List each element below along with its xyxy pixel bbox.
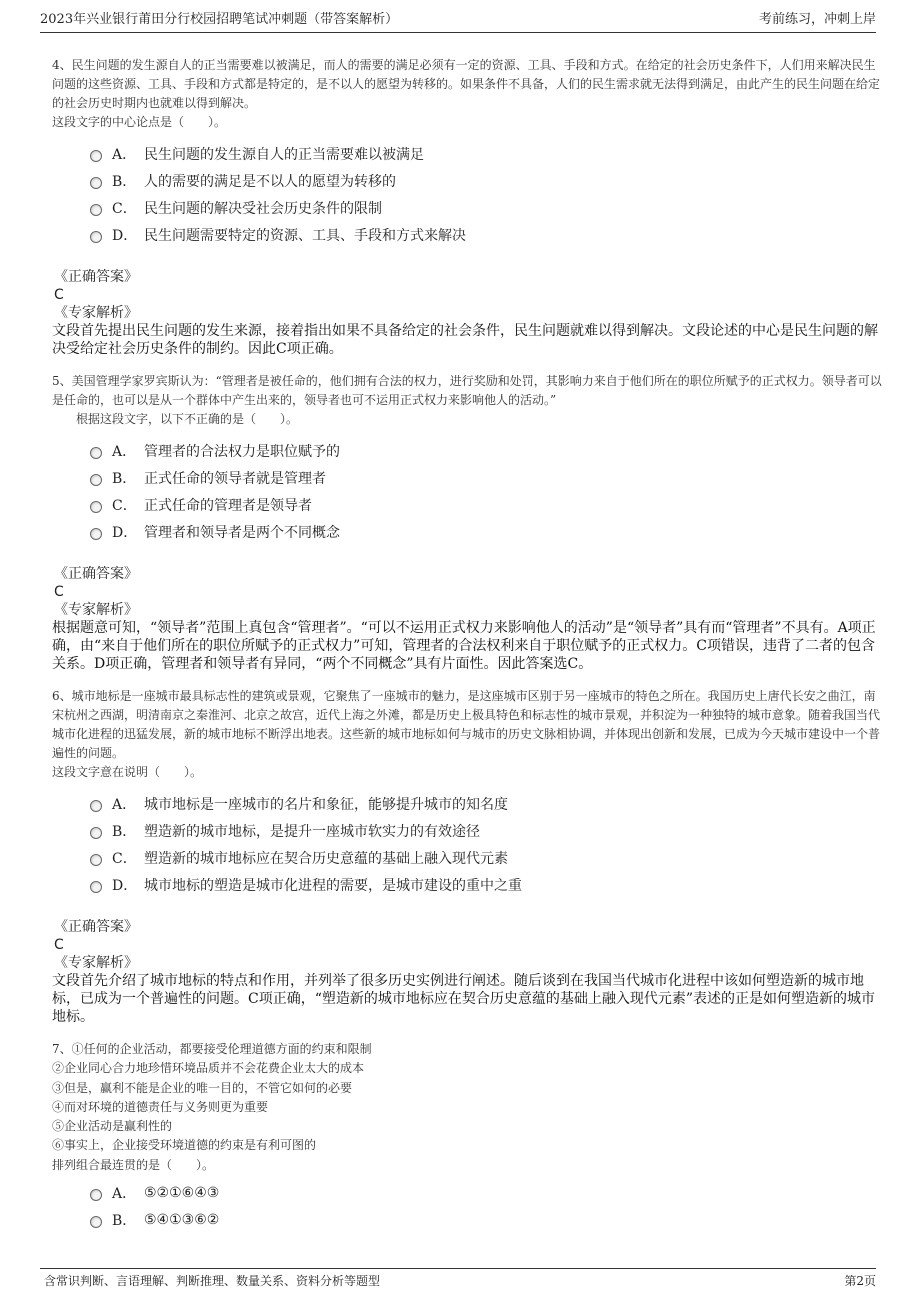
option-text: ⑤②①⑥④③ bbox=[144, 1184, 220, 1201]
option-letter: A． bbox=[112, 796, 137, 813]
option-letter: B． bbox=[112, 173, 137, 190]
radio-button[interactable] bbox=[90, 881, 102, 893]
spacer bbox=[52, 358, 882, 372]
option-text: 管理者和领导者是两个不同概念 bbox=[144, 524, 340, 541]
radio-button[interactable] bbox=[90, 501, 102, 513]
correct-answer: C bbox=[54, 287, 64, 303]
radio-button[interactable] bbox=[90, 474, 102, 486]
radio-button[interactable] bbox=[90, 854, 102, 866]
option-text: 城市地标是一座城市的名片和象征，能够提升城市的知名度 bbox=[144, 796, 508, 813]
page-header bbox=[40, 8, 876, 33]
correct-answer: C bbox=[54, 937, 64, 953]
sentence-line: 7、①任何的企业活动，都要接受伦理道德方面的约束和限制 bbox=[52, 1042, 372, 1056]
radio-button[interactable] bbox=[90, 1189, 102, 1201]
options-list bbox=[90, 437, 882, 545]
analysis-text: 根据题意可知，“领导者”范围上真包含“管理者”。“可以不运用正式权力来影响他人的活动”是“领导者”具有而“管理者”不具有。A项正确，由“来自于他们所在的职位所赋予的正式权力”可知，管理者的合法权利来自于职位赋予的正式权力。C项错误，违背了二者的包含关系。D项正确，管理者和领导者有异同，“两个不同概念”具有片面性。因此答案选C。 bbox=[52, 620, 876, 672]
option-text: 塑造新的城市地标，是提升一座城市软实力的有效途径 bbox=[144, 823, 480, 840]
option-b[interactable] bbox=[90, 1206, 882, 1233]
option-letter: C． bbox=[112, 850, 137, 867]
sentence-line: ②企业同心合力地珍惜环境品质并不会花费企业太大的成本 bbox=[52, 1061, 365, 1076]
radio-button[interactable] bbox=[90, 231, 102, 243]
analysis-text: 文段首先介绍了城市地标的特点和作用，并列举了很多历史实例进行阐述。随后谈到在我国当代城市化进程中该如何塑造新的城市地标，已成为一个普遍性的问题。C项正确，“塑造新的城市地标应在契合历史意蕴的基础上融入现代元素”表述的正是如何塑造新的城市地标。 bbox=[52, 973, 876, 1025]
footer-note: 含常识判断、言语理解、判断推理、数量关系、资料分析等题型 bbox=[44, 1274, 381, 1288]
analysis-text: 文段首先提出民生问题的发生来源，接着指出如果不具备给定的社会条件，民生问题就难以得到解决。文段论述的中心是民生问题的解决受给定社会历史条件的制约。因此C项正确。 bbox=[52, 323, 878, 357]
option-b[interactable] bbox=[90, 167, 882, 194]
correct-answer: C bbox=[54, 584, 64, 600]
radio-button[interactable] bbox=[90, 800, 102, 812]
option-d[interactable] bbox=[90, 871, 882, 898]
option-text: 民生问题的解决受社会历史条件的限制 bbox=[144, 200, 382, 217]
radio-button[interactable] bbox=[90, 1216, 102, 1228]
radio-button[interactable] bbox=[90, 177, 102, 189]
option-b[interactable] bbox=[90, 464, 882, 491]
page-footer bbox=[40, 1268, 876, 1295]
option-text: 人的需要的满足是不以人的愿望为转移的 bbox=[144, 173, 396, 190]
options-list bbox=[90, 140, 882, 248]
header-slogan: 考前练习，冲刺上岸 bbox=[758, 12, 876, 27]
sentence-line: ③但是，赢利不能是企业的唯一目的，不管它如何的必要 bbox=[52, 1080, 353, 1095]
radio-button[interactable] bbox=[90, 447, 102, 459]
option-letter: A． bbox=[112, 1185, 137, 1202]
radio-button[interactable] bbox=[90, 204, 102, 216]
radio-button[interactable] bbox=[90, 150, 102, 162]
question-5 bbox=[52, 372, 882, 429]
spacer bbox=[52, 673, 882, 687]
option-letter: B． bbox=[112, 1212, 137, 1229]
page-number: 第2页 bbox=[844, 1274, 876, 1288]
options-list bbox=[90, 790, 882, 898]
radio-button[interactable] bbox=[90, 827, 102, 839]
option-c[interactable] bbox=[90, 491, 882, 518]
option-a[interactable] bbox=[90, 140, 882, 167]
analysis-label: 《专家解析》 bbox=[54, 305, 138, 321]
option-d[interactable] bbox=[90, 221, 882, 248]
document-body bbox=[52, 56, 882, 1233]
correct-answer-label: 《正确答案》 bbox=[54, 566, 138, 582]
spacer bbox=[52, 1026, 882, 1040]
answer-section bbox=[52, 918, 882, 1026]
question-stem: 5、美国管理学家罗宾斯认为：“管理者是被任命的，他们拥有合法的权力，进行奖励和处罚，其影响力来自于他们所在的职位所赋予的正式权力。领导者可以是任命的，也可以是从一个群体中产生出来的，领导者也可不运用正式权力来影响他人的活动。” bbox=[52, 374, 882, 407]
option-letter: C． bbox=[112, 200, 137, 217]
question-stem: 4、民生问题的发生源自人的正当需要难以被满足，而人的需要的满足必须有一定的资源、工具、手段和方式。在给定的社会历史条件下，人们用来解决民生问题的这些资源、工具、手段和方式都是特定的，是不以人的愿望为转移的。如果条件不具备，人们的民生需求就无法得到满足，由此产生的民生问题在给定的社会历史时期内也就难以得到解决。 bbox=[52, 58, 881, 110]
option-letter: D． bbox=[112, 877, 138, 894]
sentence-line: ④而对环境的道德责任与义务则更为重要 bbox=[52, 1099, 269, 1114]
option-a[interactable] bbox=[90, 790, 882, 817]
option-text: 管理者的合法权力是职位赋予的 bbox=[144, 443, 340, 460]
sentence-line: ⑥事实上，企业接受环境道德的约束是有利可图的 bbox=[52, 1138, 317, 1153]
correct-answer-label: 《正确答案》 bbox=[54, 269, 138, 285]
question-prompt: 排列组合最连贯的是（ ）。 bbox=[52, 1157, 215, 1172]
option-letter: B． bbox=[112, 470, 137, 487]
option-letter: D． bbox=[112, 524, 138, 541]
question-prompt: 这段文字意在说明（ ）。 bbox=[52, 765, 203, 779]
option-c[interactable] bbox=[90, 844, 882, 871]
radio-button[interactable] bbox=[90, 528, 102, 540]
option-a[interactable] bbox=[90, 1179, 882, 1206]
answer-section bbox=[52, 565, 882, 673]
sentence-line: ⑤企业活动是赢利性的 bbox=[52, 1119, 173, 1134]
question-6 bbox=[52, 687, 882, 782]
question-prompt: 根据这段文字，以下不正确的是（ ）。 bbox=[76, 412, 299, 426]
option-text: 民生问题的发生源自人的正当需要难以被满足 bbox=[144, 146, 424, 163]
option-letter: A． bbox=[112, 146, 137, 163]
question-7 bbox=[52, 1040, 882, 1175]
question-prompt: 这段文字的中心论点是（ ）。 bbox=[52, 115, 227, 129]
analysis-label: 《专家解析》 bbox=[54, 955, 138, 971]
options-list bbox=[90, 1179, 882, 1233]
option-text: 正式任命的管理者是领导者 bbox=[144, 497, 312, 514]
option-b[interactable] bbox=[90, 817, 882, 844]
option-d[interactable] bbox=[90, 518, 882, 545]
option-letter: D． bbox=[112, 227, 138, 244]
option-text: ⑤④①③⑥② bbox=[144, 1211, 220, 1228]
option-text: 民生问题需要特定的资源、工具、手段和方式来解决 bbox=[144, 227, 466, 244]
analysis-label: 《专家解析》 bbox=[54, 602, 138, 618]
question-stem: 6、城市地标是一座城市最具标志性的建筑或景观，它聚焦了一座城市的魅力，是这座城市区别于另一座城市的特色之所在。我国历史上唐代长安之曲江，南宋杭州之西湖，明清南京之秦淮河、北京之故宫，近代上海之外滩，都是历史上极具特色和标志性的城市景观，并积淀为一种独特的城市意象。随着我国当代城市化进程的迅猛发展，新的城市地标不断浮出地表。这些新的城市地标如何与城市的历史文脉相协调，并体现出创新和发展，已成为今天城市建设中一个普遍性的问题。 bbox=[52, 689, 881, 760]
option-letter: B． bbox=[112, 823, 137, 840]
option-letter: C． bbox=[112, 497, 137, 514]
correct-answer-label: 《正确答案》 bbox=[54, 919, 138, 935]
option-text: 正式任命的领导者就是管理者 bbox=[144, 470, 326, 487]
option-letter: A． bbox=[112, 443, 137, 460]
option-text: 塑造新的城市地标应在契合历史意蕴的基础上融入现代元素 bbox=[144, 850, 508, 867]
option-a[interactable] bbox=[90, 437, 882, 464]
answer-section bbox=[52, 268, 882, 358]
document-title: 2023年兴业银行莆田分行校园招聘笔试冲刺题（带答案解析） bbox=[40, 12, 399, 27]
question-4 bbox=[52, 56, 882, 132]
option-c[interactable] bbox=[90, 194, 882, 221]
option-text: 城市地标的塑造是城市化进程的需要，是城市建设的重中之重 bbox=[144, 877, 522, 894]
